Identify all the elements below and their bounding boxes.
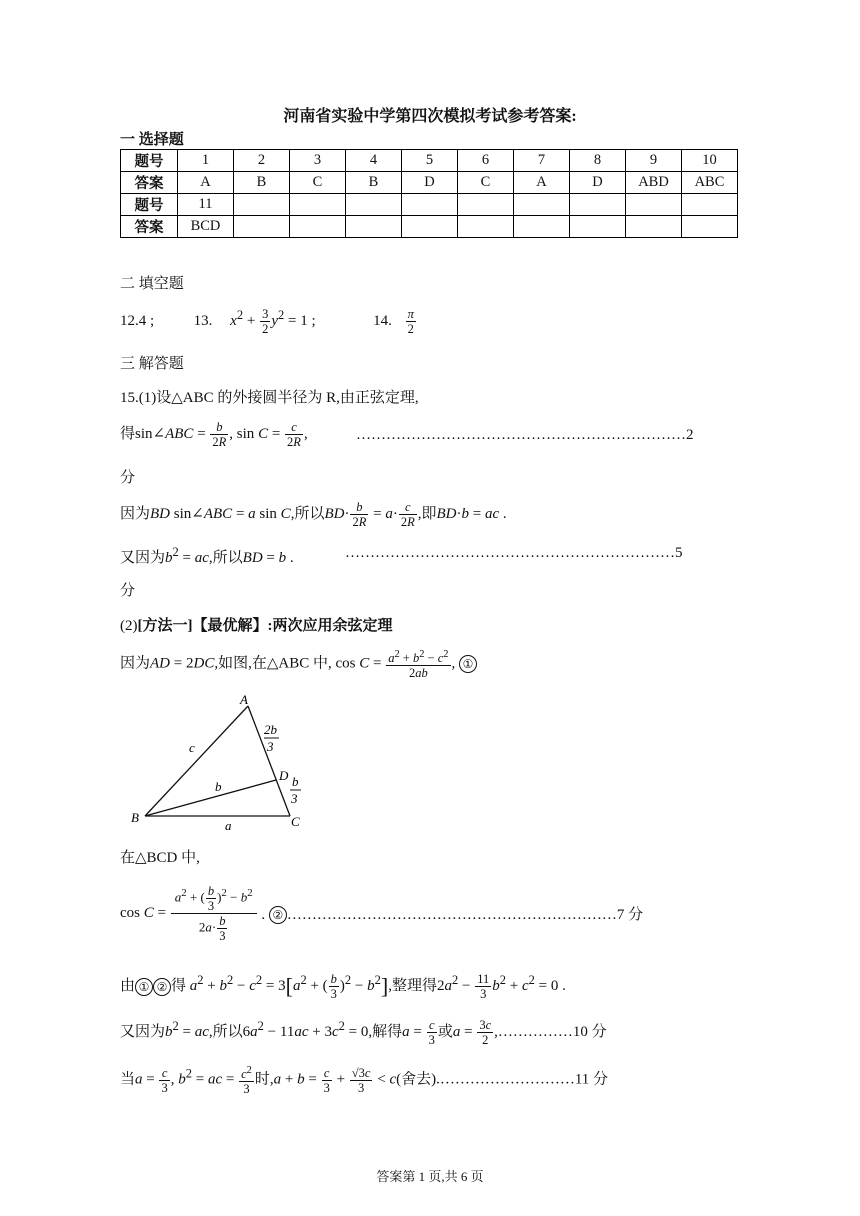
label-side-b: b (215, 779, 222, 794)
q15-line4: 又因为$b^2$ = ac,所以BD = b . (120, 545, 294, 566)
label-dc-den: 3 (291, 791, 298, 806)
answer-13: 13. (193, 312, 213, 329)
fill-answers: 12.4 ; 13. $x^2$ + $\frac{3}{2}$ $y^2 = 1$ ; 14. $\frac{\pi}{2}$ (120, 307, 414, 336)
q15-line10: 又因为$b^2$ = ac,所以$6a^2 - 11ac + 3c^2 = 0$,解得a = $\frac{c}{3}$ 或a = $\frac{3c}{2}$ ,……………10 分 (120, 1018, 607, 1047)
table-row: 答案 BCD (121, 216, 738, 238)
q15-line9: 由 ① ② 得 $a^2 + b^2 - c^2 = 3[a^2$ + ( $\frac{b}{3}$ )$^2 - b^2$],整理得$2a^2$ − $\frac{11}{3}$ $b^2 + c^2 = 0$ . (120, 972, 566, 1001)
circle-2: ② (269, 906, 287, 924)
page-footer: 答案第 1 页,共 6 页 (376, 1169, 484, 1184)
q15-line3: 因为BD sin∠ABC = a sin C,所以BD· $\frac{b}{2R}$ = a· $\frac{c}{2R}$ ,即BD·b = ac . (120, 500, 507, 529)
section-fill: 二 填空题 (120, 276, 184, 292)
table-row: 答案 A B C B D C A D ABD ABC (121, 172, 738, 194)
q15-line1: 15.(1)设△ABC 的外接圆半径为 R,由正弦定理, (120, 390, 419, 406)
table-row: 题号 1 2 3 4 5 6 7 8 9 10 (121, 150, 738, 172)
label-d-vertex: D (279, 768, 289, 783)
answer-12: 12.4 ; (120, 312, 155, 329)
q15-line2: 得sin∠ABC = $\frac{b}{2R}$ , sin C = $\frac{c}{2R}$ , (120, 420, 308, 449)
q15-line6: 因为AD = 2DC,如图,在△ABC 中, cos C = $\frac{a^2 + b^2 - c^2}{2ab}$ , ① (120, 648, 477, 680)
circle-1: ① (459, 655, 477, 673)
q15-line7: 在△BCD 中, (120, 850, 200, 866)
page-title: 河南省实验中学第四次模拟考试参考答案: (283, 108, 577, 125)
label-side-a: a (225, 818, 232, 830)
label-ad-den: 3 (267, 739, 274, 754)
label-c-vertex: C (291, 814, 300, 829)
triangle-figure (125, 690, 315, 830)
method-heading: (2)[方法一]【最优解】:两次应用余弦定理 (120, 618, 393, 634)
score-dots: …………………………………………………………2 (356, 427, 694, 443)
label-ad-num: 2b (264, 722, 277, 737)
answer-14: 14. (373, 312, 392, 329)
label-dc-num: b (292, 774, 299, 789)
label-side-c: c (189, 740, 195, 755)
label-a-vertex: A (240, 692, 248, 707)
label-b-vertex: B (131, 810, 139, 825)
table-head: 题号 (121, 150, 178, 172)
answer-table (120, 149, 738, 238)
section-solve: 三 解答题 (120, 356, 184, 372)
table-row: 题号 11 (121, 194, 738, 216)
cos-formula: cos C = $a^2$ + ( $\frac{b}{3}$ )$^2 - b^2$ 2a· $\frac{b}{3}$ . ② …………………………………………………………7 分 (120, 884, 644, 943)
section-choice: 一 选择题 (120, 132, 184, 148)
q15-line11: 当a = $\frac{c}{3}$ , $b^2$ = ac = $\frac{c^2}{3}$ 时,a + b = $\frac{c}{3}$ + $\frac{√3c}{3}$ < c(舍去).………………………11 分 (120, 1065, 609, 1097)
